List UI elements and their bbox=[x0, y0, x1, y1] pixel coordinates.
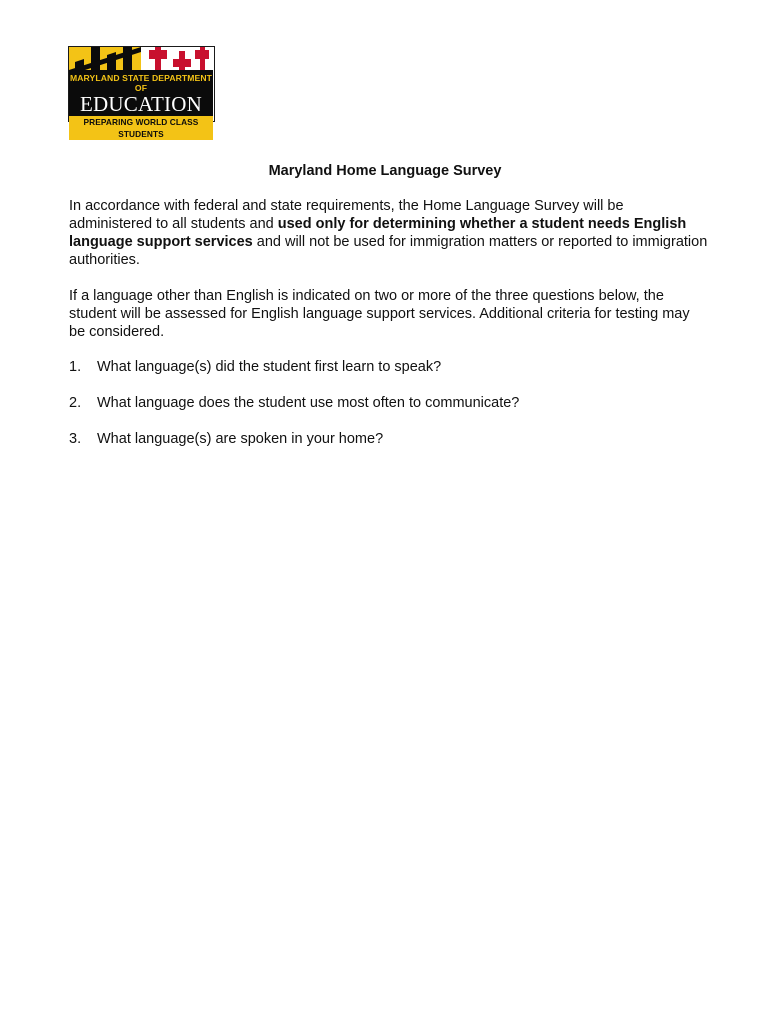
maryland-flag-banner bbox=[69, 47, 213, 70]
question-text: What language(s) did the student first learn to speak? bbox=[97, 359, 442, 375]
logo-text-block bbox=[69, 70, 213, 139]
logo-tagline: PREPARING WORLD CLASS STUDENTS bbox=[69, 116, 213, 140]
question-item bbox=[69, 358, 709, 376]
msde-logo bbox=[68, 46, 215, 139]
intro-text-end: and will not be used for immigration matters or reported to immigration authorities. bbox=[69, 234, 708, 268]
document-title: Maryland Home Language Survey bbox=[268, 163, 502, 179]
logo-education: EDUCATION bbox=[80, 92, 202, 116]
intro-paragraph bbox=[69, 197, 709, 269]
intro-text-start: In accordance with federal and state requirements, the Home Language Survey will be administered to all students and bbox=[69, 198, 624, 232]
question-item bbox=[69, 430, 709, 448]
question-number: 1. bbox=[69, 359, 82, 375]
criteria-paragraph: If a language other than English is indicated on two or more of the three questions below, the student will be assessed for English language support services. Additional criteria for testing may be considered. bbox=[69, 288, 690, 340]
question-text: What language does the student use most often to communicate? bbox=[97, 395, 520, 411]
logo-department: MARYLAND STATE DEPARTMENT OF bbox=[69, 73, 213, 93]
question-number: 3. bbox=[69, 431, 82, 447]
question-text: What language(s) are spoken in your home? bbox=[97, 431, 384, 447]
question-number: 2. bbox=[69, 395, 82, 411]
question-item bbox=[69, 394, 709, 412]
intro-bold-text: used only for determining whether a student needs English language support services bbox=[69, 216, 687, 250]
